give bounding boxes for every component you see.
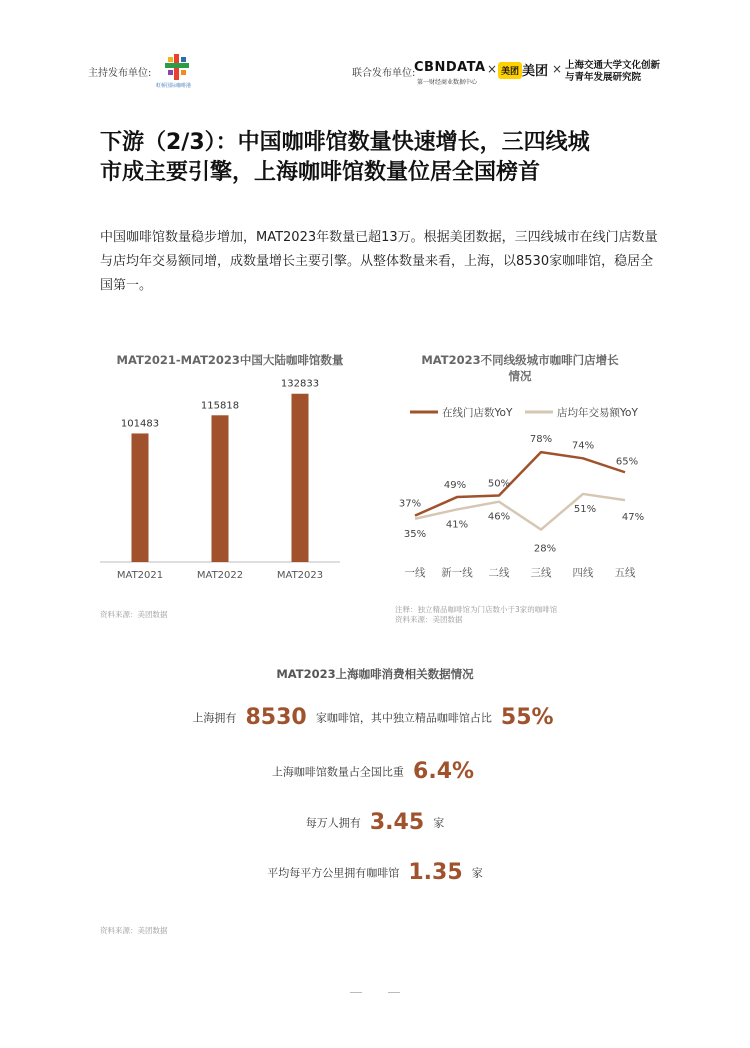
stats-source: 资料来源：美团数据 [100,926,168,935]
cbndata-logo: CBNDATA [414,60,486,75]
line-data-label: 74% [571,440,595,452]
line-chart [395,398,655,588]
legend-label: 店均年交易额YoY [557,407,638,419]
page-title-line1: 下游（2/3）：中国咖啡馆数量快速增长，三四线城 [100,130,590,155]
line-category-label: 五线 [614,567,636,579]
line-chart-title-line1: MAT2023不同线级城市咖啡门店增长 [421,353,619,367]
host-logo-text: 虹桥国际咖啡港 [156,83,192,89]
line-chart-source: 资料来源：美团数据 [395,615,463,624]
host-label: 主持发布单位: [88,68,152,79]
line-data-label: 28% [533,543,557,555]
bar-value-label: 132833 [280,378,320,390]
stat-row1-mid: 家咖啡馆，其中独立精品咖啡馆占比 [315,711,492,725]
line-data-label: 49% [443,480,467,492]
stat-row3-number: 3.45 [369,810,425,835]
hongqiao-logo-icon [162,52,192,82]
bar-MAT2022 [212,415,229,562]
stat-row4-post: 家 [471,866,483,880]
stat-row2-number: 6.4% [413,759,475,784]
sjtu-line2: 与青年发展研究院 [565,72,642,83]
stat-row-per-km2 [0,860,750,885]
line-data-label: 41% [445,519,469,531]
bar-value-label: 115818 [200,400,240,412]
stat-row3-pre: 每万人拥有 [305,816,361,830]
line-data-label: 37% [398,498,422,510]
bar-category-label: MAT2022 [196,570,244,581]
stat-row1-number: 8530 [245,705,307,730]
line-data-label: 46% [487,511,511,523]
legend-label: 在线门店数YoY [442,407,513,419]
footer-divider [350,992,362,993]
stat-row4-pre: 平均每平方公里拥有咖啡馆 [267,866,400,880]
line-data-label: 35% [403,528,427,540]
line-data-label: 78% [529,434,553,446]
line-data-label: 65% [615,456,639,468]
stat-row1-percent: 55% [500,705,554,730]
line-data-label: 47% [621,512,645,524]
line-category-label: 四线 [572,567,594,579]
stat-row-store-count [0,705,750,730]
times-sign: × [487,62,498,76]
co-publisher-label: 联合发布单位: [352,68,416,79]
line-category-label: 二线 [488,567,510,579]
stat-row3-post: 家 [433,816,445,830]
bar-chart-source: 资料来源：美团数据 [100,610,168,619]
cbndata-subtitle: 第一财经商业数据中心 [417,79,478,86]
line-category-label: 一线 [404,567,426,579]
footer-divider [388,992,400,993]
stat-row2-pre: 上海咖啡馆数量占全国比重 [271,765,404,779]
times-sign: × [552,62,563,76]
bar-category-label: MAT2021 [116,570,164,581]
line-category-label: 新一线 [441,567,473,579]
line-chart-title-line2: 情况 [508,369,532,383]
stat-row-per-10k [0,810,750,835]
stat-row4-number: 1.35 [408,860,463,885]
stats-title: MAT2023上海咖啡消费相关数据情况 [276,667,474,681]
meituan-logo-text: 美团 [522,64,549,79]
meituan-badge-icon: 美团 [498,62,522,79]
line-category-label: 三线 [530,567,552,579]
bar-chart [100,372,360,592]
page-title [100,128,660,188]
bar-value-label: 101483 [120,418,160,430]
bar-chart-title: MAT2021-MAT2023中国大陆咖啡馆数量 [116,353,344,367]
bar-MAT2021 [132,433,149,562]
bar-category-label: MAT2023 [276,570,324,581]
page-title-line2: 市成主要引擎，上海咖啡馆数量位居全国榜首 [100,160,541,185]
intro-paragraph: 中国咖啡馆数量稳步增加，MAT2023年数量已超13万。根据美团数据，三四线城市在线门店数量与店均年交易额同增，成数量增长主要引擎。从整体数量来看，上海，以8530家咖啡馆，稳居全国第一。 [100,230,658,293]
line-chart-title [395,352,645,384]
line-data-label: 50% [487,478,511,490]
bar-MAT2023 [292,394,309,562]
stat-row1-pre: 上海拥有 [192,711,237,725]
line-data-label: 51% [573,503,597,515]
sjtu-line1: 上海交通大学文化创新 [565,60,661,71]
stat-row-national-share [0,759,750,784]
line-chart-note: 注释：独立精品咖啡馆为门店数小于3家的咖啡馆 [395,605,558,614]
